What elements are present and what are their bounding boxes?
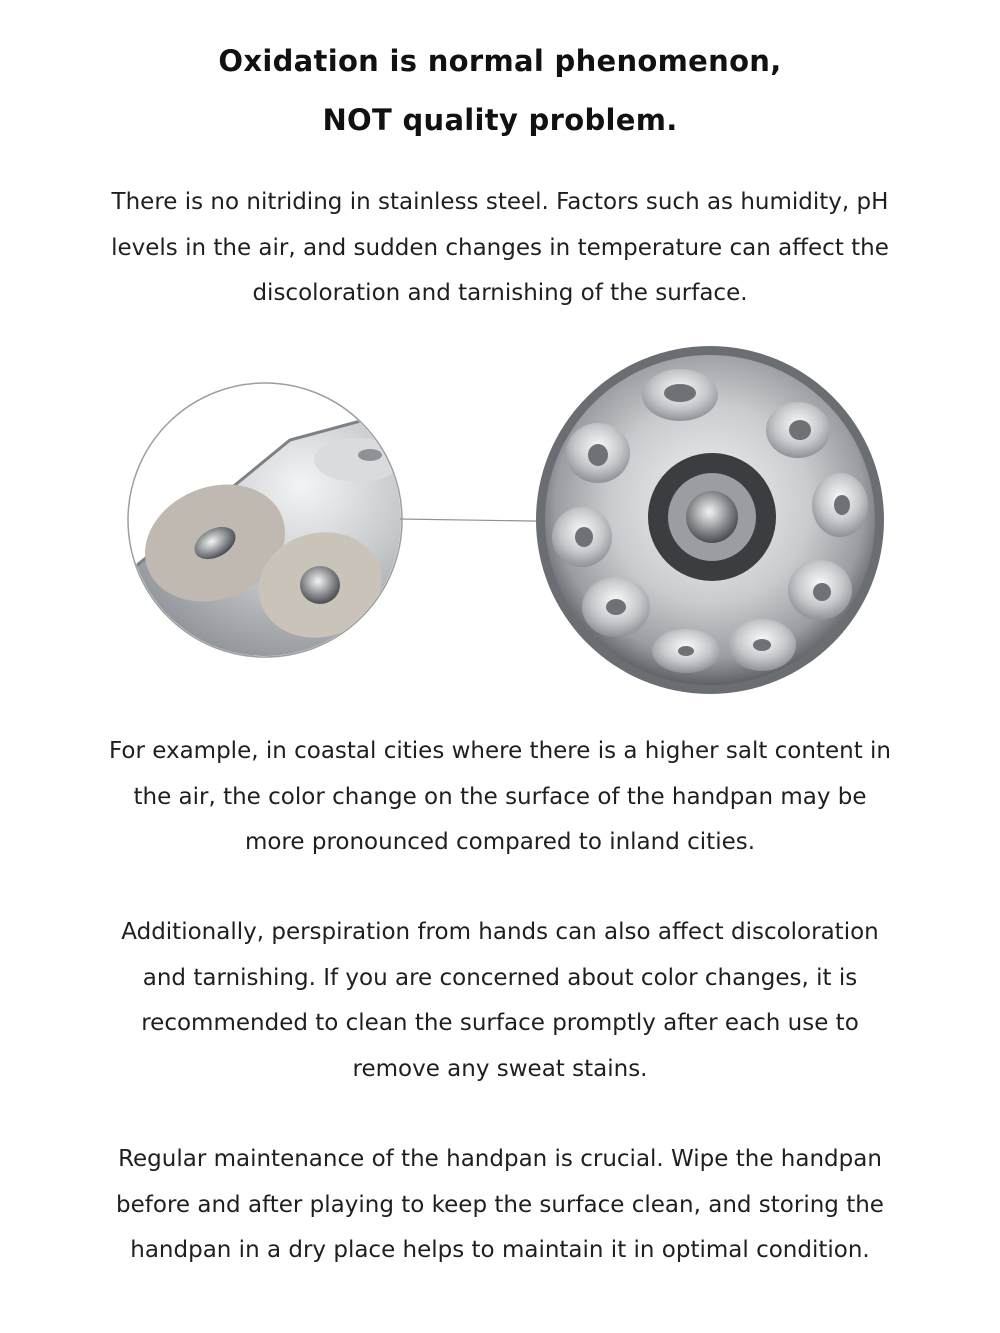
tone-field [552,507,612,567]
paragraph-line: recommended to clean the surface promptly after each use to [141,1010,859,1036]
paragraph-line: For example, in coastal cities where there is a higher salt content in [108,738,892,764]
paragraph-maintenance [60,1137,940,1274]
paragraph-line: levels in the air, and sudden changes in temperature can affect the [111,234,889,261]
tone-field [652,629,720,673]
paragraph-line: before and after playing to keep the surface clean, and storing the [116,1191,884,1218]
paragraph-line: the air, the color change on the surface of the handpan may be [133,783,867,810]
tone-field [582,577,650,637]
tone-field [788,560,852,620]
handpan-top-view-image [536,346,884,694]
tone-field [728,619,796,671]
tone-field [766,402,830,458]
heading-line-2: NOT quality problem. [322,103,678,137]
paragraph-line: handpan in a dry place helps to maintain it in optimal condition. [130,1237,870,1263]
tone-field [812,473,868,537]
paragraph-intro [60,180,940,317]
tone-field [642,369,718,421]
handpan-illustration [120,345,900,695]
tone-field [566,423,630,483]
heading-line-1: Oxidation is normal phenomenon, [218,44,782,78]
paragraph-coastal-example [60,729,940,866]
zoom-closeup-image [120,383,420,675]
paragraph-line: and tarnishing. If you are concerned about color changes, it is [142,964,858,991]
paragraph-line: Additionally, perspiration from hands can also affect discoloration [121,919,879,945]
paragraph-line: Regular maintenance of the handpan is crucial. Wipe the handpan [118,1146,882,1172]
paragraph-perspiration [60,910,940,1092]
paragraph-line: remove any sweat stains. [352,1055,648,1082]
paragraph-line: discoloration and tarnishing of the surface. [252,280,748,306]
paragraph-line: more pronounced compared to inland cities. [244,829,756,855]
paragraph-line: There is no nitriding in stainless steel. Factors such as humidity, pH [111,189,889,215]
